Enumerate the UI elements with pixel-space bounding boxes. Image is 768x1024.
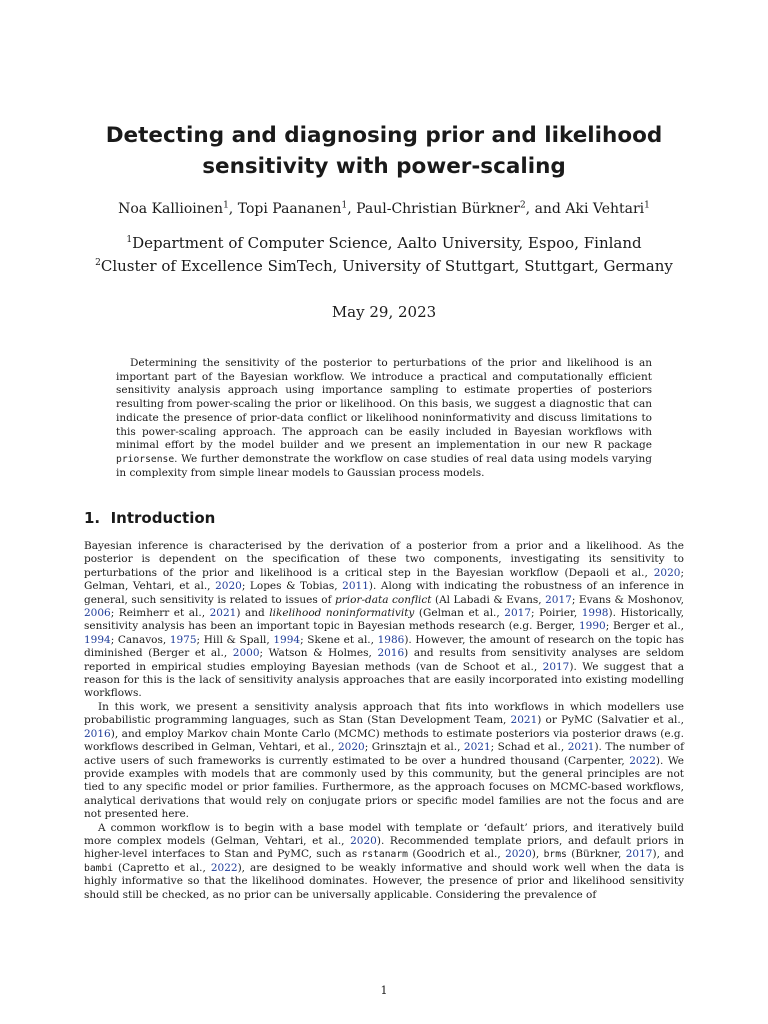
citation-link[interactable]: 1975	[169, 633, 197, 646]
author-list	[40, 199, 728, 219]
citation-link[interactable]: 2016	[84, 727, 111, 740]
citation-link[interactable]: 2000	[232, 647, 260, 660]
text-run: Bayesian inference is characterised by the derivation of a posterior from a prior and a likelihood. As the posterior is dependent on the specification of these two components, investigating its sensitivity to perturbations of the prior and likelihood is a critical step in the Bayesian workflow (Depaoli et al.,	[84, 540, 684, 579]
author-name: Paul-Christian Bürkner	[356, 201, 520, 217]
citation-link[interactable]: 2020	[338, 741, 365, 754]
citation-link[interactable]: 2021	[209, 607, 237, 620]
author-separator: , and	[525, 201, 566, 217]
text-run: ) or PyMC (Salvatier et al.,	[537, 714, 685, 727]
text-run: ). The number of active users of such frameworks is currently estimated to be over a hundred thousand (Carpenter,	[84, 741, 684, 767]
citation-link[interactable]: 2017	[625, 848, 653, 861]
citation-link[interactable]: 2020	[505, 848, 532, 861]
citation-link[interactable]: 2017	[545, 593, 572, 606]
citation-link[interactable]: 2022	[210, 861, 238, 874]
text-run: ). However, the amount of research on the topic has diminished (Berger et al.,	[84, 633, 684, 660]
paragraph-1	[84, 540, 684, 701]
text-run: ; Schad et al.,	[490, 741, 568, 754]
citation-link[interactable]: 2020	[653, 566, 681, 579]
text-run: ), are designed to be weakly informative and should work well when the data is highly informative so that the likelihood dominates. However, the presence of prior and likelihood sensitivity should still be checked, as no prior can be universally applicable. Considering the prevalence of	[84, 861, 685, 901]
text-run: ). Along with indicating the robustness of an inference in general, such sensitivity is related to issues of	[84, 580, 684, 606]
paragraph-3	[84, 822, 684, 902]
citation-link[interactable]: 2017	[542, 660, 570, 673]
text-run: ; Berger et al.,	[605, 620, 684, 633]
citation-link[interactable]: 2021	[463, 741, 491, 754]
text-run: . We further demonstrate the workflow on case studies of real data using models varying in complexity from simple linear models to Gaussian process models.	[116, 452, 652, 479]
emphasis: likelihood noninformativity	[269, 607, 415, 620]
code-name: bambi	[84, 862, 114, 874]
citation-link[interactable]: 1998	[581, 607, 609, 620]
citation-link[interactable]: 2016	[377, 647, 405, 660]
text-run: A common workflow is to begin with a base model with template or ‘default’ priors, and iteratively build more complex models (Gelman, Vehtari, et al.,	[84, 821, 684, 847]
text-run: ) and results from sensitivity analyses are seldom reported in empirical studies employing Bayesian methods (van de Schoot et al.,	[84, 647, 684, 673]
citation-link[interactable]: 1990	[578, 620, 606, 633]
text-run: ), and	[652, 848, 685, 861]
text-run: ; Skene et al.,	[300, 633, 378, 646]
text-run: ; Poirier,	[531, 607, 582, 620]
citation-link[interactable]: 2011	[342, 580, 369, 593]
author-affiliation-mark: 1	[341, 200, 348, 211]
text-run: ; Canavos,	[110, 633, 170, 646]
code-name: brms	[543, 849, 567, 861]
text-run: (Bürkner,	[566, 848, 626, 861]
citation-link[interactable]: 1986	[377, 633, 405, 646]
citation-link[interactable]: 2006	[84, 607, 111, 620]
text-run: ),	[531, 848, 544, 861]
text-run: ). We suggest that a reason for this is the lack of sensitivity analysis approaches that are easily incorporated into existing modelling workflows.	[84, 660, 684, 700]
author-affiliation-mark: 1	[223, 200, 229, 211]
text-run: ). Historically, sensitivity analysis has been an important topic in Bayesian methods research (e.g. Berger,	[84, 607, 685, 633]
text-run: (Gelman et al.,	[414, 607, 505, 620]
author-affiliation-mark: 1	[644, 200, 650, 211]
text-run: ; Lopes & Tobias,	[241, 580, 343, 593]
citation-link[interactable]: 2022	[629, 754, 656, 767]
text-run: ; Reimherr et al.,	[110, 607, 210, 620]
author-name: Noa Kallioinen	[118, 201, 224, 217]
citation-link[interactable]: 2021	[510, 714, 538, 727]
citation-link[interactable]: 2020	[215, 580, 242, 593]
author-affiliation-mark: 2	[519, 200, 526, 211]
page-number: 1	[380, 984, 388, 997]
citation-link[interactable]: 2020	[350, 834, 377, 847]
introduction-body	[84, 540, 684, 902]
affiliation-line	[40, 255, 728, 278]
affiliation-text: Cluster of Excellence SimTech, University of Stuttgart, Stuttgart, Germany	[100, 256, 673, 275]
text-run: (Capretto et al.,	[113, 861, 211, 874]
author-separator: ,	[347, 201, 357, 217]
publication-date: May 29, 2023	[331, 303, 437, 321]
citation-link[interactable]: 1994	[273, 633, 301, 646]
text-run: In this work, we present a sensitivity analysis approach that fits into workflows in which modellers use probabilistic programming languages, such as Stan (Stan Development Team,	[84, 700, 684, 727]
text-run: ; Hill & Spall,	[196, 633, 274, 646]
citation-link[interactable]: 1994	[84, 633, 111, 646]
text-run: ; Watson & Holmes,	[259, 647, 378, 660]
text-run: ; Evans & Moshonov,	[571, 593, 684, 606]
citation-link[interactable]: 2021	[567, 741, 595, 754]
paper-title: Detecting and diagnosing prior and likelihood sensitivity with power-scaling	[105, 123, 663, 179]
affiliation-number: 2	[95, 257, 101, 268]
affiliation-number: 1	[126, 235, 133, 245]
author-separator: ,	[228, 201, 238, 217]
text-run: ). Recommended template priors, and default priors in higher-level interfaces to Stan and PyMC, such as	[84, 834, 684, 861]
code-name: priorsense	[116, 453, 175, 465]
text-run: ) and	[236, 607, 270, 620]
affiliation-text: Department of Computer Science, Aalto University, Espoo, Finland	[132, 234, 642, 252]
text-run: ). We provide examples with models that are commonly used by this community, but the general principles are not tied to any specific model or prior families. Furthermore, as the approach focuses on MCMC-based workflows, analytical derivations that would rely on conjugate priors or specific model families are not the focus and are not presented here.	[84, 754, 685, 821]
text-run: (Goodrich et al.,	[408, 848, 506, 861]
code-name: rstanarm	[361, 849, 408, 861]
author-name: Topi Paananen	[237, 201, 342, 217]
text-run: ; Gelman, Vehtari, et al.,	[84, 566, 684, 593]
affiliations	[40, 232, 728, 277]
section-number: 1.	[84, 509, 101, 527]
section-title: Introduction	[110, 509, 216, 527]
paragraph-2	[84, 701, 684, 822]
text-run: (Al Labadi & Evans,	[431, 593, 546, 606]
emphasis: prior-data conflict	[335, 593, 432, 606]
section-heading-introduction	[84, 508, 215, 528]
text-run: Determining the sensitivity of the posterior to perturbations of the prior and likelihood is an important part of the Bayesian workflow. We introduce a practical and computationally efficient sensitivity analysis approach using importance sampling to estimate properties of posteriors resulting from power-scaling the prior or likelihood. On this basis, we suggest a diagnostic that can indicate the presence of prior-data conflict or likelihood noninformativity and discuss limitations to this power-scaling approach. The approach can be easily included in Bayesian workflows with minimal effort by the model builder and we present an implementation in our new R package	[116, 357, 652, 452]
affiliation-line	[40, 232, 728, 255]
abstract	[116, 357, 652, 480]
text-run: ; Grinsztajn et al.,	[364, 741, 464, 754]
text-run: ), and employ Markov chain Monte Carlo (MCMC) methods to estimate posteriors via posterior draws (e.g. workflows described in Gelman, Vehtari, et al.,	[84, 727, 684, 754]
citation-link[interactable]: 2017	[504, 607, 532, 620]
author-name: Aki Vehtari	[565, 201, 645, 217]
